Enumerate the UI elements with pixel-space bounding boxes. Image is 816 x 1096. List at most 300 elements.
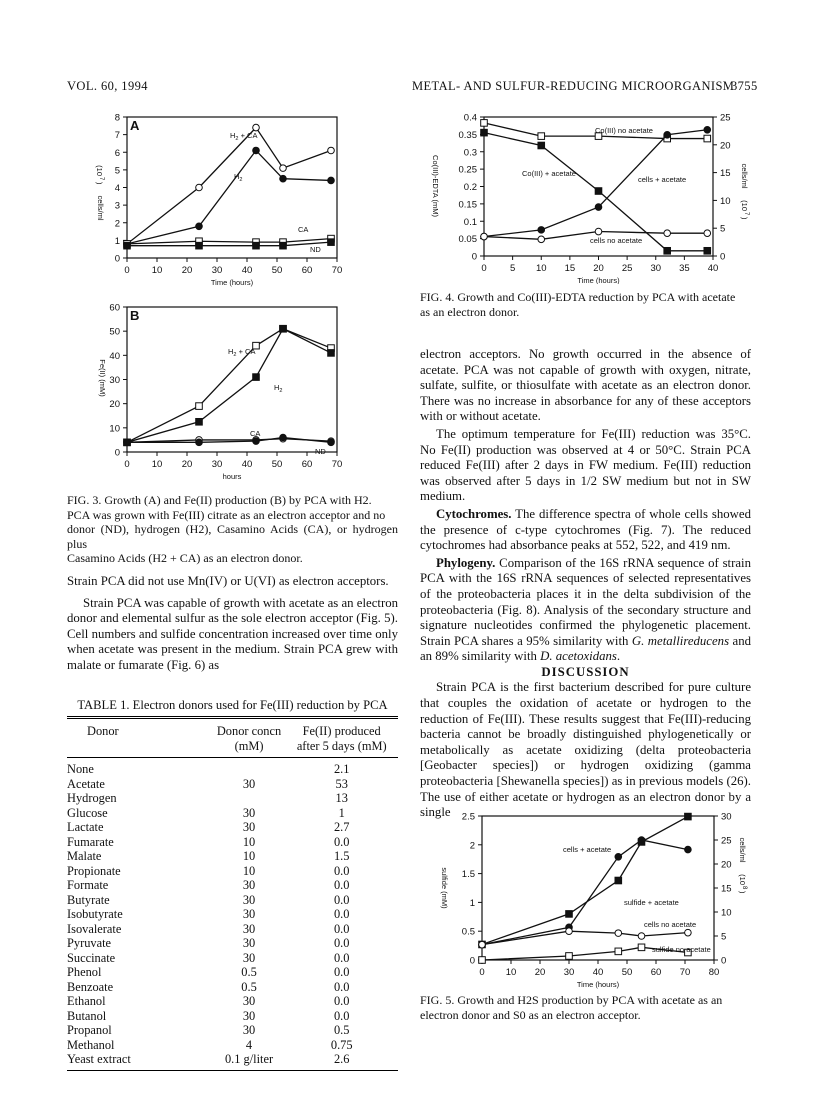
table-cell-concn: 30 [242, 936, 256, 950]
series-annotation-part: ND [315, 447, 326, 456]
filled-square-marker [638, 839, 645, 846]
filled-circle-marker [196, 439, 203, 446]
y-tick-label: 50 [109, 326, 120, 338]
x-tick-label: 60 [301, 459, 313, 470]
x-tick-label: 30 [650, 263, 662, 274]
x-tick-label: 70 [679, 967, 691, 978]
open-square-marker [538, 133, 545, 140]
filled-square-marker [280, 325, 287, 332]
filled-circle-marker [253, 438, 260, 445]
table-cell-donor: Fumarate [67, 834, 114, 849]
y-tick-label: 20 [109, 399, 120, 411]
table1-title: TABLE 1. Electron donors used for Fe(III) reduction by PCA [77, 698, 388, 712]
filled-circle-marker [280, 175, 287, 182]
y-right-tick-label: 30 [721, 811, 732, 823]
fig4-chart [420, 108, 750, 284]
table-cell-donor: Isobutyrate [67, 907, 123, 921]
series-annotation-part: H [228, 347, 234, 356]
table-cell-fe: 0.0 [333, 1008, 350, 1023]
y-axis-label: Fe(II) (mM) [98, 359, 107, 397]
y-tick-label: 0.15 [458, 199, 477, 211]
y-right-tick-label: 0 [721, 955, 727, 967]
table-row [67, 878, 398, 893]
table-cell-donor: None [67, 762, 94, 776]
open-circle-marker [595, 228, 602, 235]
y-tick-label: 0.2 [463, 182, 477, 193]
table1-header-line: Donor concn [216, 724, 282, 738]
y-right-tick-label: 5 [721, 931, 727, 943]
table-cell-concn: 10 [242, 849, 256, 863]
y-tick-label: 0.5 [461, 926, 475, 938]
series-annotation-part: cells no acetate [590, 236, 643, 245]
series-annotation-part: sulfide no acetate [652, 945, 711, 954]
table1-header-line: (mM) [234, 738, 264, 753]
series-line [127, 329, 331, 443]
table-cell-donor: Propanol [67, 1023, 112, 1037]
y-tick-label: 2 [114, 218, 120, 230]
filled-square-marker [704, 247, 711, 254]
filled-square-marker [328, 350, 335, 357]
fig3a-chart [80, 108, 380, 292]
y-tick-label: 8 [114, 112, 120, 124]
y-right-tick-label: 15 [720, 168, 731, 180]
x-tick-label: 0 [124, 459, 130, 470]
open-square-marker [479, 957, 486, 964]
open-circle-marker [685, 929, 692, 936]
table-cell-donor: Methanol [67, 1037, 115, 1052]
x-tick-label: 70 [331, 459, 343, 470]
table-cell-donor: Glucose [67, 805, 108, 820]
table-cell-fe: 0.0 [333, 950, 350, 965]
table-cell-donor: Isovalerate [67, 921, 122, 936]
table-row [67, 849, 398, 864]
table1-grid [67, 719, 398, 1071]
series-annotation-part: cells + acetate [638, 175, 687, 184]
table1-header-line: Fe(II) produced [302, 724, 381, 738]
filled-square-marker [328, 239, 335, 246]
open-circle-marker [479, 941, 486, 948]
table-cell-donor: Butyrate [67, 892, 110, 907]
series-annotation [638, 175, 686, 184]
y-right-tick-label: 20 [720, 140, 731, 152]
table-cell-fe: 2.6 [333, 1052, 350, 1066]
y-tick-label: 0 [114, 447, 120, 459]
series-annotation-part: cells + acetate [563, 845, 612, 854]
table-row [67, 758, 398, 777]
table-row [67, 994, 398, 1009]
table-cell-donor: Formate [67, 878, 109, 892]
filled-circle-marker [615, 854, 622, 861]
fig4-caption-line: FIG. 4. Growth and Co(III)-EDTA reduction by PCA with acetate [420, 290, 736, 304]
filled-square-marker [196, 242, 203, 249]
table-cell-concn: 10 [242, 863, 256, 878]
table-cell-concn [213, 758, 286, 777]
table1 [67, 716, 398, 1071]
filled-square-marker [664, 247, 671, 254]
x-tick-label: 20 [534, 967, 546, 978]
series-annotation [595, 126, 653, 135]
y-tick-label: 0.1 [463, 216, 477, 228]
y-right-tick-label: 25 [720, 112, 731, 124]
series-annotation [310, 245, 321, 254]
fig5-caption-line: FIG. 5. Growth and H2S production by PCA with acetate as an [420, 993, 723, 1007]
table-cell-concn: 30 [242, 950, 256, 965]
right-body-text [420, 347, 751, 821]
table-cell-fe: 0.0 [333, 863, 350, 878]
series-annotation-part: 2 [233, 352, 237, 358]
running-head-title: METAL- AND SULFUR-REDUCING MICROORGANISM [412, 79, 735, 93]
x-tick-label: 0 [481, 263, 487, 274]
y-axis-label: cells/ml [96, 195, 105, 221]
table-cell-fe: 0.0 [333, 921, 350, 936]
filled-square-marker [280, 242, 287, 249]
fig3-caption-line: FIG. 3. Growth (A) and Fe(II) production (B) by PCA with H2. [67, 493, 372, 507]
series-annotation-part: ND [310, 245, 321, 254]
table-row [67, 777, 398, 792]
series-annotation [522, 169, 576, 178]
table-cell-fe: 0.0 [333, 936, 350, 950]
y-tick-label: 7 [114, 130, 120, 142]
table1-header-concn [213, 719, 286, 753]
series-annotation-part: + CA [238, 131, 258, 140]
x-tick-label: 10 [151, 459, 163, 470]
panel-label: A [130, 118, 140, 133]
filled-square-marker [124, 242, 131, 249]
filled-circle-marker [253, 147, 260, 154]
fig5-chart [420, 810, 750, 990]
series-annotation [234, 172, 242, 183]
y-tick-label: 0.25 [458, 164, 477, 176]
paragraph: electron acceptors. No growth occurred in the absence of acetate. PCA was not capable of growth with oxygen, nitrate, sulfate, sulfite, or thiosulfate with acetate as an electron donor. There was no increase in absorbance for any of these acceptors with or without acetate. [420, 347, 751, 424]
fig3-caption-line: PCA was grown with Fe(III) citrate as an electron acceptor and no [67, 507, 386, 522]
open-circle-marker [566, 928, 573, 935]
table-cell-donor: Benzoate [67, 979, 114, 994]
x-tick-label: 10 [535, 263, 547, 274]
y-right-axis-unit-exponent: 7 [743, 212, 749, 216]
x-tick-label: 30 [563, 967, 575, 978]
series-annotation-part: H [230, 131, 236, 140]
table1-header-fe [285, 719, 398, 753]
y-right-tick-label: 0 [720, 251, 726, 263]
table-row [67, 965, 398, 980]
filled-square-marker [253, 374, 260, 381]
y-right-tick-label: 15 [721, 883, 732, 895]
plot-frame [127, 307, 337, 452]
x-tick-label: 40 [707, 263, 719, 274]
y-axis-label: sulfide (mM) [440, 867, 449, 909]
fig3-caption [67, 493, 398, 566]
table-cell-concn: 0.1 g/liter [224, 1052, 274, 1066]
y-tick-label: 30 [109, 375, 120, 386]
y-tick-label: 0.3 [463, 147, 477, 159]
left-body-text [67, 574, 398, 674]
species-name: D. acetoxidans [540, 649, 617, 664]
table-cell-donor: Malate [67, 849, 102, 863]
series-annotation-part: H [274, 383, 280, 392]
paragraph: The optimum temperature for Fe(III) reduction was 35°C. No Fe(II) production was observed at 4 or 50°C. Strain PCA reduced Fe(III) after 2 days in FW medium. Fe(III) reduction was observed after 5 days in 1/2 SW medium but not in SW medium. [420, 426, 751, 504]
filled-circle-marker [538, 227, 545, 234]
table-row [67, 922, 398, 937]
series-annotation [250, 429, 260, 438]
table-cell-fe: 1 [338, 805, 345, 820]
x-tick-label: 10 [151, 265, 163, 276]
open-square-marker [566, 953, 573, 960]
y-tick-label: 40 [109, 350, 120, 362]
table-cell-donor: Butanol [67, 1008, 107, 1023]
table-row [67, 1023, 398, 1038]
x-tick-label: 20 [593, 263, 604, 274]
x-tick-label: 50 [621, 967, 633, 978]
table-cell-donor: Succinate [67, 950, 116, 965]
filled-circle-marker [595, 204, 602, 211]
x-tick-label: 20 [181, 265, 193, 276]
open-square-marker [638, 944, 645, 951]
series-annotation-part: 2 [235, 136, 239, 142]
x-tick-label: 30 [211, 459, 223, 470]
filled-circle-marker [328, 439, 335, 446]
x-tick-label: 50 [271, 265, 283, 276]
table-cell-concn: 30 [242, 1023, 256, 1037]
series-annotation [274, 383, 282, 394]
series-annotation-part: + CA [236, 347, 256, 356]
open-circle-marker [253, 124, 260, 131]
y-tick-label: 0.35 [458, 129, 477, 141]
filled-circle-marker [704, 126, 711, 133]
page-number: 3755 [731, 79, 758, 93]
table-row [67, 806, 398, 821]
open-circle-marker [328, 147, 335, 154]
paragraph: Strain PCA is the first bacterium described for pure culture that couples the oxidation of acetate or hydrogen to the reduction of Fe(III). These results suggest that Fe(III)-reducing bacteria cannot be broadly distinguished phylogenetically or metabolically as acetate oxidizing (delta proteobacteria [Geobacter species]) or hydrogen oxidizing (gamma proteobacteria [Shewanella species]) as in previous models (26). The use of either acetate or hydrogen as an electron donor by a single [420, 680, 751, 820]
table-cell-concn: 30 [242, 907, 256, 921]
filled-circle-marker [280, 434, 287, 441]
table-cell-donor: Pyruvate [67, 936, 112, 950]
y-tick-label: 1 [469, 897, 475, 909]
x-tick-label: 0 [479, 967, 485, 978]
y-right-axis-unit-exponent: 8 [741, 886, 747, 890]
y-tick-label: 4 [114, 183, 120, 194]
y-right-axis-unit: (10 [738, 874, 747, 885]
filled-circle-marker [124, 439, 131, 446]
fig4-caption [420, 290, 750, 319]
table-row [67, 951, 398, 966]
y-tick-label: 0 [469, 955, 475, 967]
filled-square-marker [253, 242, 260, 249]
series-annotation [644, 920, 696, 929]
y-right-axis-unit: (10 [740, 200, 749, 211]
open-square-marker [481, 120, 488, 127]
y-right-tick-label: 10 [721, 907, 732, 919]
filled-square-marker [196, 418, 203, 425]
table-row [67, 820, 398, 835]
y-right-tick-label: 10 [720, 195, 731, 207]
series-annotation-part: H [234, 172, 240, 181]
filled-circle-marker [328, 177, 335, 184]
x-axis-label: hours [222, 472, 242, 481]
x-tick-label: 10 [505, 967, 517, 978]
species-name: G. metallireducens [631, 633, 730, 648]
paragraph-cytochromes [420, 507, 751, 554]
y-axis-unit-exponent: 7 [98, 177, 104, 181]
fig5-caption-line: electron donor and S0 as an electron acceptor. [420, 1007, 641, 1022]
fig5-caption [420, 993, 751, 1022]
y-right-tick-label: 5 [720, 223, 726, 235]
x-tick-label: 30 [211, 265, 223, 276]
table-cell-concn: 0.5 [241, 979, 257, 994]
series-annotation-part: cells no acetate [644, 920, 697, 929]
open-circle-marker [280, 165, 287, 172]
table-cell-concn: 10 [242, 834, 256, 849]
open-circle-marker [638, 933, 645, 940]
open-square-marker [615, 948, 622, 955]
table-row [67, 1038, 398, 1053]
filled-square-marker [615, 877, 622, 884]
table-cell-concn: 30 [242, 776, 256, 791]
table-cell-concn: 30 [242, 820, 256, 834]
table-cell-fe: 0.0 [333, 878, 350, 892]
open-circle-marker [704, 230, 711, 237]
y-tick-label: 2 [469, 840, 475, 852]
x-tick-label: 70 [331, 265, 343, 276]
open-circle-marker [615, 930, 622, 937]
series-annotation [228, 347, 255, 358]
y-right-tick-label: 25 [721, 835, 732, 847]
series-annotation [563, 845, 611, 854]
table-row [67, 864, 398, 879]
running-head-volume: VOL. 60, 1994 [67, 79, 148, 93]
series-annotation [624, 898, 679, 907]
x-tick-label: 0 [124, 265, 130, 276]
paragraph-phylogeny [420, 556, 751, 665]
x-tick-label: 15 [564, 263, 576, 274]
table-cell-fe: 13 [335, 791, 348, 805]
series-annotation-part: Co(III) + acetate [522, 169, 576, 178]
series-annotation [652, 945, 711, 954]
table-cell-donor: Lactate [67, 820, 104, 834]
table-cell-fe: 0.75 [330, 1037, 353, 1052]
filled-square-marker [595, 188, 602, 195]
y-tick-label: 5 [114, 165, 120, 177]
table-cell-donor: Ethanol [67, 994, 106, 1008]
y-tick-label: 0 [114, 253, 120, 265]
y-tick-label: 1.5 [461, 869, 475, 881]
y-axis-unit: (10 [95, 165, 104, 176]
x-tick-label: 40 [241, 459, 253, 470]
table-cell-concn [213, 791, 286, 806]
series-annotation [590, 236, 642, 245]
table-row [67, 1009, 398, 1024]
y-tick-label: 0.05 [458, 234, 477, 246]
series-annotation-part: sulfide + acetate [624, 898, 679, 907]
x-tick-label: 40 [592, 967, 604, 978]
y-right-axis-unit-close: ) [740, 217, 749, 220]
table-cell-donor: Phenol [67, 965, 102, 979]
table-cell-fe: 2.7 [333, 820, 350, 834]
fig3-caption-line: Casamino Acids (H2 + CA) as an electron donor. [67, 551, 303, 565]
series-annotation-part: 2 [279, 388, 283, 394]
table-cell-fe: 0.0 [333, 979, 350, 994]
series-annotation-part: CA [298, 225, 309, 234]
table-row [67, 907, 398, 922]
filled-square-marker [538, 142, 545, 149]
table-row [67, 1052, 398, 1070]
y-tick-label: 0.4 [463, 112, 477, 124]
y-tick-label: 0 [471, 251, 477, 263]
table-cell-fe: 53 [335, 776, 348, 791]
table-cell-concn: 30 [242, 805, 256, 820]
x-tick-label: 50 [271, 459, 283, 470]
table-cell-fe: 2.1 [333, 762, 350, 776]
x-tick-label: 60 [301, 265, 313, 276]
filled-circle-marker [196, 223, 203, 230]
paragraph-text: and an 89% similarity with [420, 633, 751, 664]
table-cell-concn: 30 [242, 1008, 256, 1023]
paragraph-text: Comparison of the 16S rRNA sequence of strain PCA with the 16S rRNA sequences of selected representatives of the proteobacteria places it in the delta subdivision of the proteobacteria (Fig. 8). Analysis of the secondary structure and signature nucleotides confirmed the phylogenetic placement. Strain PCA shares a 95% similarity with [420, 555, 751, 648]
run-in-heading: Phylogeny. [436, 555, 496, 570]
table-row [67, 835, 398, 850]
y-tick-label: 60 [109, 302, 120, 314]
plot-frame [482, 816, 714, 960]
open-square-marker [704, 135, 711, 142]
filled-square-marker [685, 813, 692, 820]
table-cell-fe: 0.0 [333, 994, 350, 1008]
table-cell-fe: 0.5 [333, 1023, 350, 1037]
open-square-marker [196, 403, 203, 410]
filled-square-marker [566, 911, 573, 918]
x-axis-label: Time (hours) [576, 980, 620, 989]
panel-label: B [130, 308, 140, 323]
table-row [67, 791, 398, 806]
y-axis-label: Co(III)-EDTA (mM) [431, 155, 440, 217]
filled-circle-marker [664, 131, 671, 138]
table-cell-concn: 30 [242, 892, 256, 907]
y-right-axis-unit-close: ) [738, 891, 747, 894]
run-in-heading: Cytochromes. [436, 506, 512, 521]
series-annotation-part: Co(III) no acetate [595, 126, 653, 135]
table-cell-donor: Propionate [67, 863, 121, 878]
x-axis-label: Time (hours) [210, 278, 254, 287]
series-annotation [315, 447, 326, 456]
open-circle-marker [664, 230, 671, 237]
open-circle-marker [196, 184, 203, 191]
table-cell-fe: 0.0 [333, 907, 350, 921]
table1-header-donor: Donor [87, 724, 119, 738]
x-tick-label: 25 [621, 263, 633, 274]
table-cell-donor: Yeast extract [67, 1052, 131, 1066]
x-tick-label: 20 [181, 459, 193, 470]
y-axis-unit-close: ) [95, 182, 104, 185]
table-row [67, 936, 398, 951]
open-circle-marker [538, 236, 545, 243]
table-cell-fe: 0.0 [333, 892, 350, 907]
y-tick-label: 3 [114, 200, 120, 212]
open-circle-marker [481, 233, 488, 240]
table-cell-concn: 30 [242, 878, 256, 892]
y-right-axis-label: cells/ml [738, 837, 747, 863]
table-cell-donor: Hydrogen [67, 791, 117, 805]
table-cell-concn: 4 [245, 1037, 253, 1052]
x-tick-label: 5 [509, 263, 516, 274]
x-tick-label: 80 [708, 967, 720, 978]
table-cell-concn: 30 [242, 994, 256, 1008]
x-tick-label: 40 [241, 265, 253, 276]
y-right-tick-label: 20 [721, 859, 732, 871]
y-tick-label: 2.5 [461, 811, 475, 823]
table-cell-fe: 0.0 [333, 965, 350, 979]
paragraph: Strain PCA was capable of growth with acetate as an electron donor and elemental sulfur as the sole electron acceptor (Fig. 5). Cell numbers and sulfide concentration increased over time only when acetate was present in the medium. Strain PCA grew with malate or fumarate (Fig. 6) as [67, 595, 398, 672]
filled-circle-marker [685, 846, 692, 853]
series-annotation-part: CA [250, 429, 261, 438]
series-line [127, 239, 331, 244]
